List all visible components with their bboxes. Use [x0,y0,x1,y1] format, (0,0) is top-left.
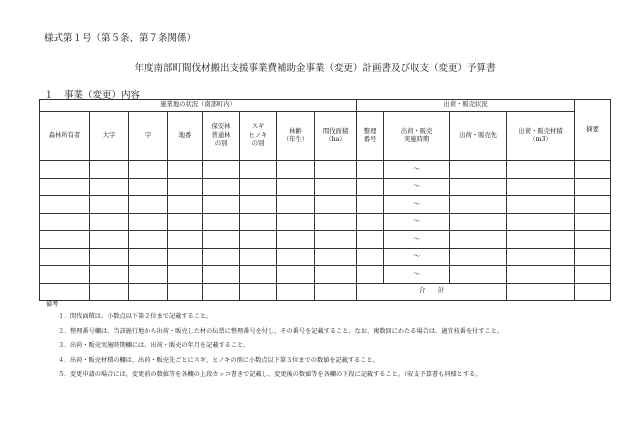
note-item [58,314,503,329]
section-label: 事業（変更）内容 [64,90,141,101]
note-text: 出荷・販売材積の欄は、出荷・販売先ごとにスギ、ヒノキの別に小数点以下第３位までの数値を記載すること。 [70,356,379,364]
header-shipment-status: 出荷・販売状況 [357,100,575,112]
note-text: 出荷・販売実施時期欄には、出荷・販売の年月を記載すること。 [70,342,250,350]
notes-section [44,302,503,387]
section-number: １ [44,90,54,101]
header-stand-age: 林齢 （年生） [277,112,315,161]
note-number: ４． [58,356,71,364]
note-number: ５． [58,371,71,379]
timing-tilde: ～ [384,248,450,266]
table-row [40,213,611,231]
note-number: ３． [58,342,71,350]
timing-tilde: ～ [384,231,450,249]
total-row [40,283,611,300]
header-species-type: スギ ヒノキ の別 [240,112,277,161]
note-number: １． [58,313,71,321]
table-row [40,161,611,179]
timing-tilde: ～ [384,161,450,179]
header-thinning-area: 間伐面積 （ha） [315,112,357,161]
form-number: 様式第１号（第５条、第７条関係） [44,33,197,44]
total-label: 合 計 [357,283,507,300]
header-chiban: 地番 [168,112,203,161]
table-row [40,231,611,249]
header-ship-destination: 出荷・販売先 [450,112,507,161]
table-row [40,178,611,196]
header-ship-timing: 出荷・販売 実施時期 [384,112,450,161]
header-hoan-type: 保安林 普通林 の別 [203,112,240,161]
header-ship-volume: 出荷・販売材積 （m3） [507,112,575,161]
note-item [58,343,503,358]
timing-tilde: ～ [384,266,450,284]
header-owner: 森林所有者 [40,112,90,161]
note-text: 変更申請の場合には、変更前の数値等を各欄の上段カッコ書きで記載し、変更後の数値等を各欄の下段に記載すること。（収支予算書も同様とする。 [70,371,482,379]
header-seiri-number: 整理 番号 [357,112,384,161]
timing-tilde: ～ [384,178,450,196]
timing-tilde: ～ [384,196,450,214]
note-text: 間伐面積は、小数点以下第２位まで記載すること。 [70,313,213,321]
table-row [40,248,611,266]
header-oaza: 大字 [90,112,129,161]
notes-header: 備考 [46,301,59,308]
note-text: 整理番号欄は、当該施行地から出荷・販売した材の伝票に整理番号を付し、その番号を記載すること。なお、複数回にわたる場合は、適宜枝番を付すこと。 [70,327,504,335]
table-row [40,196,611,214]
note-item [58,372,503,387]
note-number: ２． [58,327,71,335]
document-title: 年度南部町間伐材搬出支援事業費補助金事業（変更）計画書及び収支（変更）予算書 [134,63,496,74]
plan-table [39,99,611,301]
timing-tilde: ～ [384,213,450,231]
header-remarks: 摘要 [575,100,611,161]
header-aza: 字 [129,112,168,161]
table-row [40,266,611,284]
header-site-status: 施業地の状況（南部町内） [40,100,357,112]
